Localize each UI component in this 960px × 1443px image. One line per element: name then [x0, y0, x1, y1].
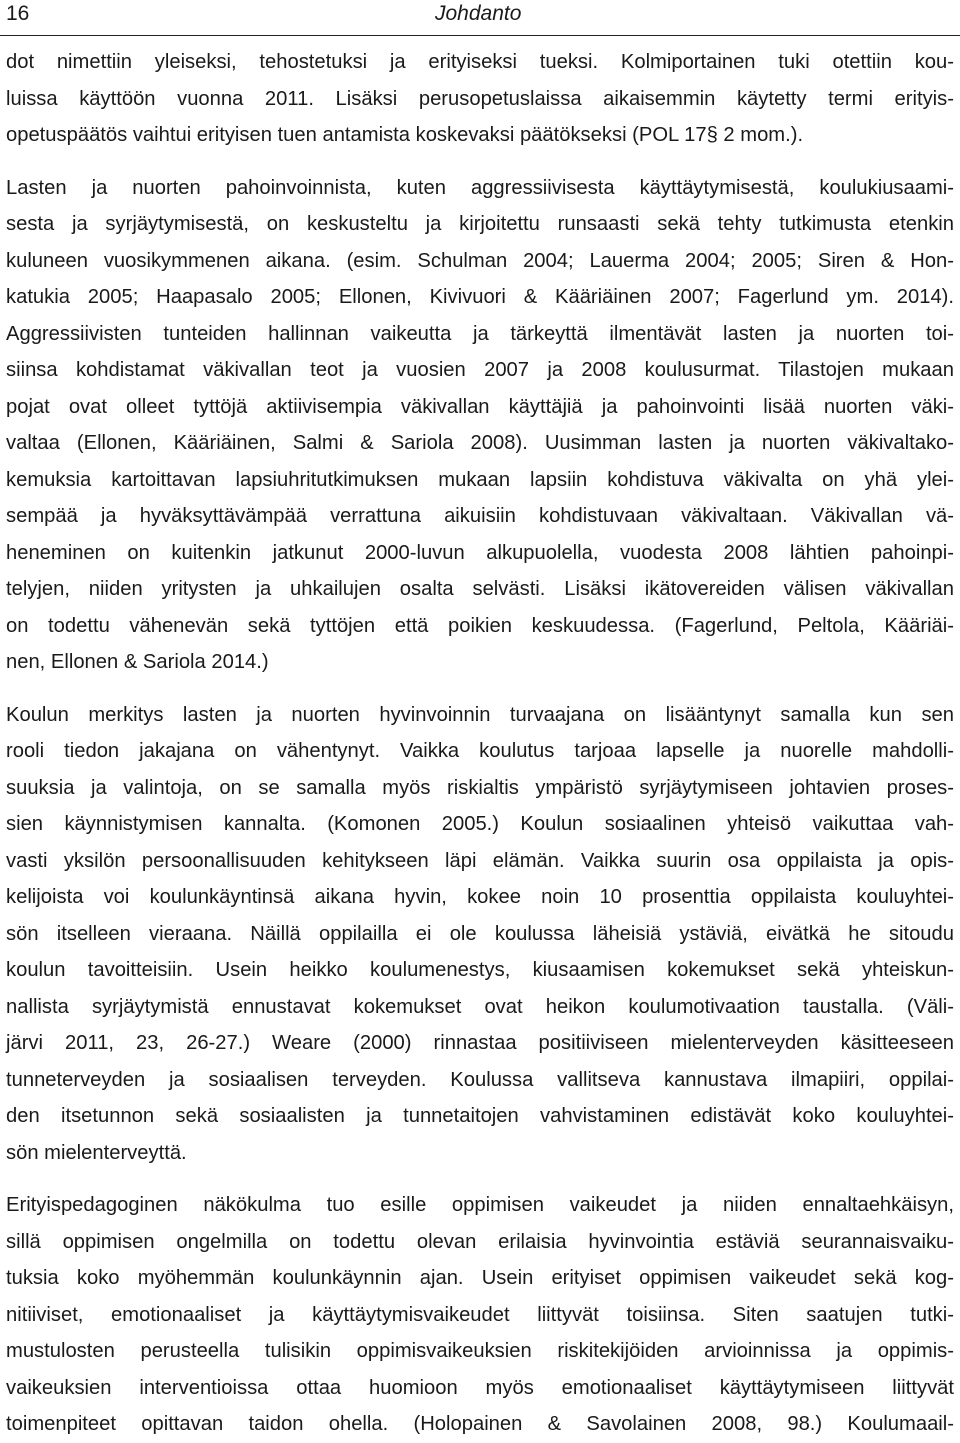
- page-number: 16: [6, 2, 30, 25]
- text-line: pojat ovat olleet tyttöjä aktiivisempia väkivallan käyttäjiä ja pahoinvointi lisää nuorten väki-: [6, 395, 954, 418]
- text-line: dot nimettiin yleiseksi, tehostetuksi ja erityiseksi tueksi. Kolmiportainen tuki otettiin kou-: [6, 51, 954, 73]
- text-line: toimenpiteet opittavan taidon ohella. (Holopainen & Savolainen 2008, 98.) Koulumaail-: [6, 1413, 954, 1435]
- text-line: den itsetunnon sekä sosiaalisten ja tunnetaitojen vahvistaminen edistävät koko kouluyhtei-: [6, 1105, 954, 1127]
- text-line: tunneterveyden ja sosiaalisen terveyden. Koulussa vallitseva kannustava ilmapiiri, oppilai-: [6, 1068, 954, 1091]
- text-line: kuluneen vuosikymmenen aikana. (esim. Schulman 2004; Lauerma 2004; 2005; Siren & Hon-: [6, 249, 954, 272]
- text-line: nallista syrjäytymistä ennustavat kokemukset ovat heikon koulumotivaation taustalla. (Väli-: [6, 995, 954, 1018]
- text-line: valtaa (Ellonen, Kääriäinen, Salmi & Sariola 2008). Uusimman lasten ja nuorten väkivaltako-: [6, 432, 954, 454]
- text-line: telyjen, niiden yritysten ja uhkailujen osalta selvästi. Lisäksi ikätovereiden välisen väkivallan: [6, 578, 954, 600]
- text-line: sien käynnistymisen kannalta. (Komonen 2005.) Koulun sosiaalinen yhteisö vaikuttaa vah-: [6, 813, 954, 835]
- text-line: sön itselleen vieraana. Näillä oppilailla ei ole koulussa läheisiä ystäviä, eivätkä he sitoudu: [6, 922, 954, 945]
- text-line: Lasten ja nuorten pahoinvoinnista, kuten aggressiivisesta käyttäytymisestä, koulukiusaami-: [6, 176, 954, 199]
- text-line: tuksia koko myöhemmän koulunkäynnin ajan. Usein erityiset oppimisen vaikeudet sekä kog-: [6, 1267, 954, 1289]
- running-header: [0, 0, 960, 36]
- text-line: suuksia ja valintoja, on se samalla myös riskialtis ympäristö syrjäytymiseen johtavien proses-: [6, 776, 954, 799]
- text-line: vasti yksilön persoonallisuuden kehitykseen läpi elämän. Vaikka suurin osa oppilaista ja opis-: [6, 849, 954, 872]
- text-line: nitiiviset, emotionaaliset ja käyttäytymisvaikeudet liittyvät toisiinsa. Siten saatujen tutki-: [6, 1303, 954, 1326]
- text-line: katukia 2005; Haapasalo 2005; Ellonen, Kivivuori & Kääriäinen 2007; Fagerlund ym. 2014).: [6, 286, 954, 308]
- paragraph-2: [6, 170, 954, 681]
- text-line: sempää ja hyväksyttävämpää verrattuna aikuisiin kohdistuvaan väkivaltaan. Väkivallan vä-: [6, 505, 954, 527]
- text-line: Koulun merkitys lasten ja nuorten hyvinvoinnin turvaajana on lisääntynyt samalla kun sen: [6, 703, 954, 726]
- text-line: siinsa kohdistamat väkivallan teot ja vuosien 2007 ja 2008 koulusurmat. Tilastojen mukaan: [6, 359, 954, 381]
- text-line: opetuspäätös vaihtui erityisen tuen antamista koskevaksi päätökseksi (POL 17§ 2 mom.).: [6, 124, 804, 146]
- text-line: kemuksia kartoittavan lapsiuhritutkimuksen mukaan lapsiin kohdistuva väkivalta on yhä ylei-: [6, 468, 954, 491]
- body-text: [6, 44, 954, 1443]
- text-line: sillä oppimisen ongelmilla on todettu olevan erilaisia hyvinvointia estäviä seurannaisvaiku-: [6, 1230, 954, 1253]
- text-line: rooli tiedon jakajana on vähentynyt. Vaikka koulutus tarjoaa lapselle ja nuorelle mahdolli-: [6, 740, 954, 762]
- chapter-title: Johdanto: [435, 2, 522, 25]
- text-line: kelijoista voi koulunkäyntinsä aikana hyvin, kokee noin 10 prosenttia oppilaista kouluyhtei-: [6, 886, 954, 908]
- text-line: järvi 2011, 23, 26-27.) Weare (2000) rinnastaa positiiviseen mielenterveyden käsitteeseen: [6, 1032, 954, 1054]
- text-line: on todettu vähenevän sekä tyttöjen että poikien keskuudessa. (Fagerlund, Peltola, Kääriäi-: [6, 614, 954, 637]
- text-line: sön mielenterveyttä.: [6, 1141, 187, 1164]
- text-line: koulun tavoitteisiin. Usein heikko koulumenestys, kiusaamisen kokemukset sekä yhteiskun-: [6, 959, 954, 981]
- paragraph-4: [6, 1187, 954, 1443]
- text-line: vaikeuksien interventioissa ottaa huomioon myös emotionaaliset käyttäytymiseen liittyvät: [6, 1376, 954, 1399]
- text-line: mustulosten perusteella tulisikin oppimisvaikeuksien riskitekijöiden arvioinnissa ja oppimis-: [6, 1340, 954, 1362]
- text-line: Erityispedagoginen näkökulma tuo esille oppimisen vaikeudet ja niiden ennaltaehkäisyn,: [6, 1194, 954, 1216]
- text-line: heneminen on kuitenkin jatkunut 2000-luvun alkupuolella, vuodesta 2008 lähtien pahoinpi-: [6, 541, 954, 564]
- text-line: nen, Ellonen & Sariola 2014.): [6, 651, 269, 673]
- paragraph-1: [6, 44, 954, 154]
- text-line: sesta ja syrjäytymisestä, on keskusteltu ja kirjoitettu runsaasti sekä tehty tutkimusta etenkin: [6, 213, 954, 235]
- text-line: luissa käyttöön vuonna 2011. Lisäksi perusopetuslaissa aikaisemmin käytetty termi erityis-: [6, 87, 954, 110]
- text-line: Aggressiivisten tunteiden hallinnan vaikeutta ja tärkeyttä ilmentävät lasten ja nuorten toi-: [6, 322, 954, 345]
- paragraph-3: [6, 697, 954, 1172]
